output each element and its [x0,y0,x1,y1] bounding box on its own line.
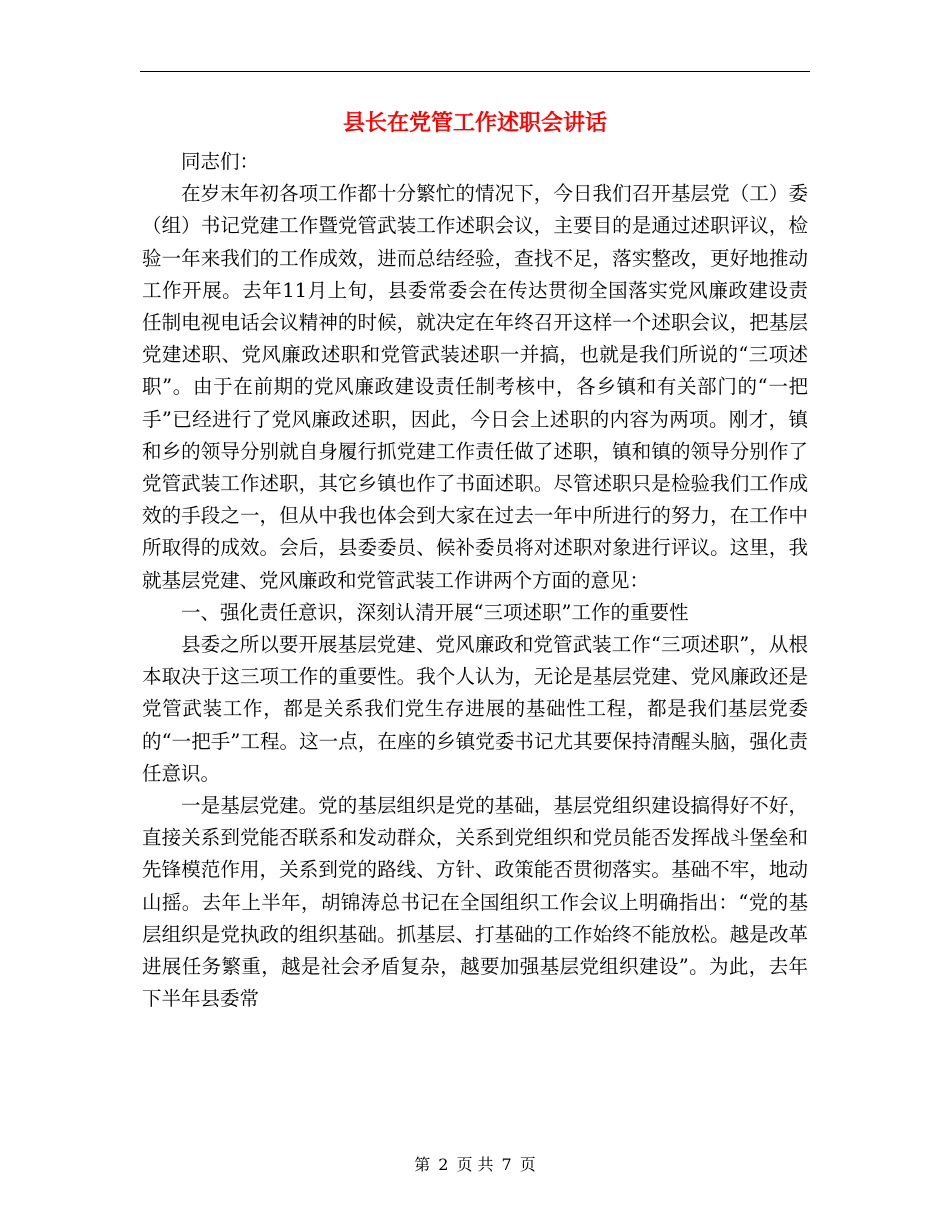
section-heading-1: 一、强化责任意识，深刻认清开展“三项述职”工作的重要性 [181,600,689,624]
header-rule [140,71,810,72]
paragraph-2: 县委之所以要开展基层党建、党风廉政和党管武装工作“三项述职”，从根本取决于这三项工作的重要性。我个人认为，无论是基层党建、党风廉政还是党管武装工作，都是关系我们党生存进展的基础性工程，都是我们基层党委的“一把手”工程。这一点，在座的乡镇党委书记尤其要保持清醒头脑，强化责任意识。 [142,633,808,785]
document-body [142,146,808,1015]
footer-prefix: 第 [414,1155,431,1174]
footer-middle: 页 共 [456,1155,494,1174]
footer-total-pages: 7 [501,1155,512,1174]
paragraph-3: 一是基层党建。党的基层组织是党的基础，基层党组织建设搞得好不好，直接关系到党能否联系和发动群众，关系到党组织和党员能否发挥战斗堡垒和先锋模范作用，关系到党的路线、方针、政策能否贯彻落实。基础不牢，地动山摇。去年上半年，胡锦涛总书记在全国组织工作会议上明确指出：“党的基层组织是党执政的组织基础。抓基层、打基础的工作始终不能放松。越是改革进展任务繁重，越是社会矛盾复杂，越要加强基层党组织建设”。为此，去年下半年县委常 [142,794,808,1011]
footer-suffix: 页 [519,1155,536,1174]
greeting: 同志们： [181,150,260,173]
paragraph-1: 在岁末年初各项工作都十分繁忙的情况下，今日我们召开基层党（工）委（组）书记党建工作暨党管武装工作述职会议，主要目的是通过述职评议，检验一年来我们的工作成效，进而总结经验，查找不足，落实整改，更好地推动工作开展。去年11月上旬，县委常委会在传达贯彻全国落实党风廉政建设责任制电视电话会议精神的时候，就决定在年终召开这样一个述职会议，把基层党建述职、党风廉政述职和党管武装述职一并搞，也就是我们所说的“三项述职”。由于在前期的党风廉政建设责任制考核中，各乡镇和有关部门的“一把手”已经进行了党风廉政述职，因此，今日会上述职的内容为两项。刚才，镇和乡的领导分别就自身履行抓党建工作责任做了述职，镇和镇的领导分别作了党管武装工作述职，其它乡镇也作了书面述职。尽管述职只是检验我们工作成效的手段之一，但从中我也体会到大家在过去一年中所进行的努力，在工作中所取得的成效。会后，县委委员、候补委员将对述职对象进行评议。这里，我就基层党建、党风廉政和党管武装工作讲两个方面的意见： [142,182,808,592]
page-footer [140,1153,810,1177]
footer-current-page: 2 [438,1155,449,1174]
document-title: 县长在党管工作述职会讲话 [342,110,607,136]
